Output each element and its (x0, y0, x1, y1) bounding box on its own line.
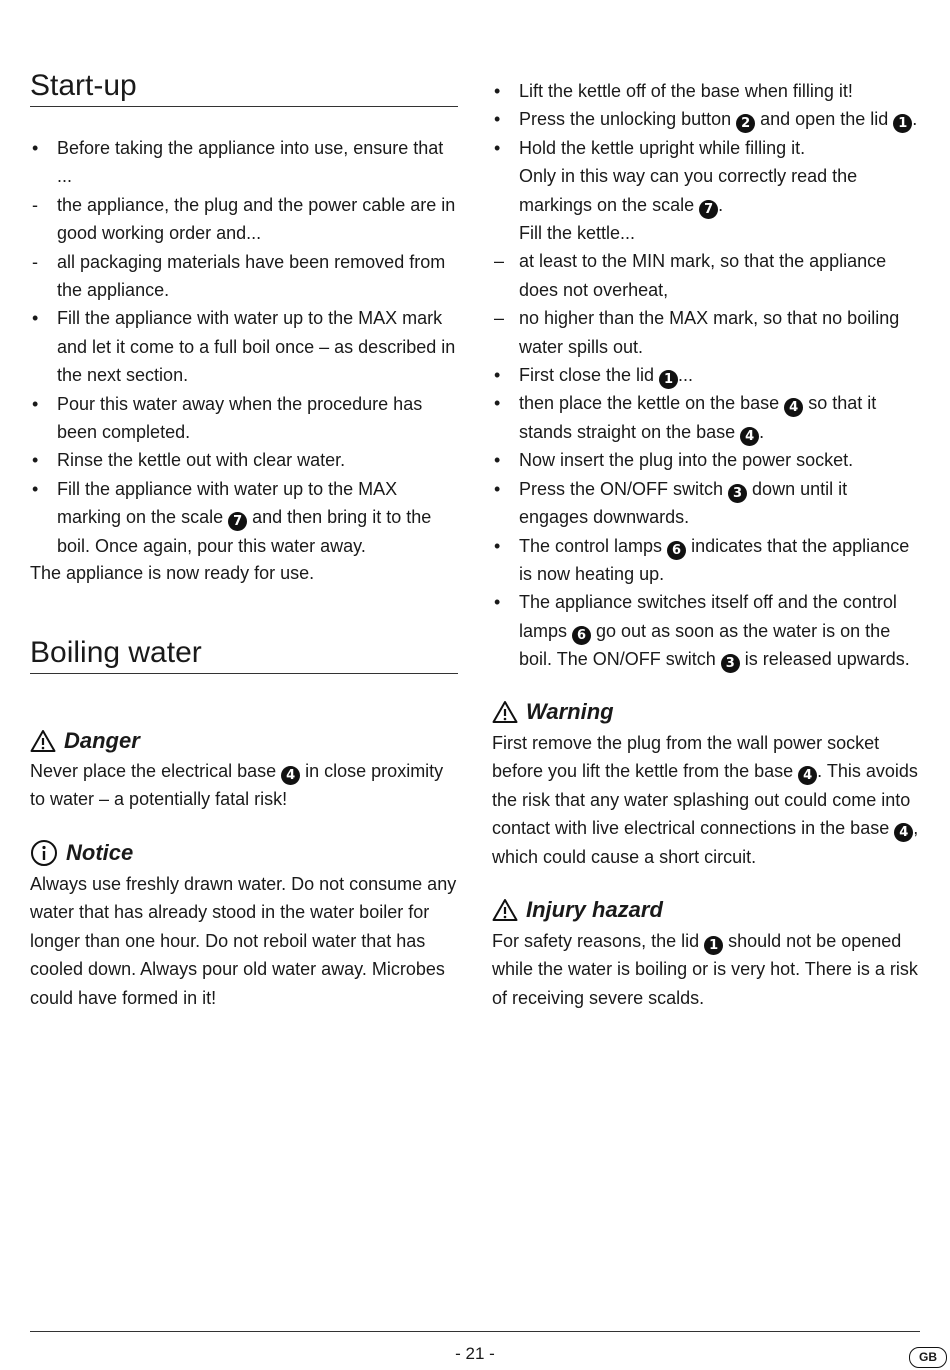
list-item: • then place the kettle on the base 4 so that it stands straight on the base 4 . (492, 389, 920, 446)
list-marker: • (32, 138, 39, 158)
warning-title-text: Warning (526, 699, 614, 724)
list-item: • Press the unlocking button 2 and open the lid 1 . (492, 105, 920, 133)
warning-triangle-icon (30, 729, 56, 753)
list-marker: • (32, 478, 39, 499)
part-number-badge: 4 (894, 823, 913, 842)
part-number-badge: 1 (704, 936, 723, 955)
list-item: – no higher than the MAX mark, so that no boiling water spills out. (492, 304, 920, 361)
list-marker: • (494, 137, 501, 158)
part-number-badge: 4 (281, 766, 300, 785)
info-icon (30, 839, 58, 867)
list-marker: • (32, 450, 39, 471)
part-number-badge: 3 (721, 654, 740, 673)
part-number-badge: 1 (893, 114, 912, 133)
notice-text: Always use freshly drawn water. Do not consume any water that has already stood in the water boiler for longer than one hour. Do not reboil water that has cooled down. Always pour old water away. Microbes could have formed in it! (30, 874, 457, 1008)
startup-list (30, 134, 460, 560)
list-marker: – (494, 308, 505, 329)
list-item: • Before taking the appliance into use, ensure that ... (30, 134, 460, 191)
list-item: • Now insert the plug into the power socket. (492, 446, 920, 474)
list-item: • First close the lid 1 ... (492, 361, 920, 389)
list-marker: • (494, 365, 501, 386)
list-item: • Hold the kettle upright while filling it. (492, 134, 920, 162)
list-marker: • (494, 393, 501, 414)
list-item: • Lift the kettle off of the base when filling it! (492, 77, 920, 105)
list-item: - the appliance, the plug and the power cable are in good working order and... (30, 191, 460, 248)
startup-heading: Start-up (30, 68, 458, 107)
part-number-badge: 6 (572, 626, 591, 645)
boiling-heading: Boiling water (30, 635, 458, 674)
list-marker: - (32, 194, 38, 215)
danger-text: Never place the electrical base 4 in close proximity to water – a potentially fatal risk! (30, 761, 444, 810)
list-item: • The control lamps 6 indicates that the appliance is now heating up. (492, 532, 920, 589)
warning-triangle-icon (492, 898, 518, 922)
list-marker: • (494, 109, 501, 130)
list-item: • Fill the appliance with water up to the MAX marking on the scale 7 and then bring it to the boil. Once again, pour this water away. (30, 475, 460, 560)
notice-title-text: Notice (66, 840, 134, 865)
language-badge: GB (909, 1347, 947, 1368)
part-number-badge: 6 (667, 541, 686, 560)
steps-list (492, 77, 920, 674)
list-item: Fill the kettle... (519, 223, 636, 244)
list-marker: • (494, 450, 501, 471)
part-number-badge: 4 (740, 427, 759, 446)
list-item: • The appliance switches itself off and the control lamps 6 go out as soon as the water is on the boil. The ON/OFF switch 3 is released upwards. (492, 588, 920, 673)
part-number-badge: 3 (728, 484, 747, 503)
part-number-badge: 1 (659, 370, 678, 389)
list-item: • Press the ON/OFF switch 3 down until it engages downwards. (492, 475, 920, 532)
list-marker: • (32, 393, 39, 414)
list-marker: • (494, 592, 501, 613)
list-item: • Rinse the kettle out with clear water. (30, 446, 460, 474)
warning-title (492, 697, 614, 727)
part-number-badge: 4 (798, 766, 817, 785)
list-marker: • (494, 81, 501, 101)
danger-title-text: Danger (64, 728, 140, 753)
list-item: – at least to the MIN mark, so that the appliance does not overheat, (492, 247, 920, 304)
list-marker: • (32, 308, 39, 329)
list-item: • Fill the appliance with water up to the MAX mark and let it come to a full boil once – as described in the next section. (30, 304, 460, 389)
warning-triangle-icon (492, 700, 518, 724)
list-marker: – (494, 251, 505, 272)
part-number-badge: 4 (784, 398, 803, 417)
ready-text: The appliance is now ready for use. (30, 563, 315, 583)
part-number-badge: 7 (699, 200, 718, 219)
part-number-badge: 7 (228, 512, 247, 531)
injury-text: For safety reasons, the lid 1 should not be opened while the water is boiling or is very hot. There is a risk of receiving severe scalds. (492, 931, 918, 1008)
list-marker: • (494, 478, 501, 499)
warning-text: First remove the plug from the wall power socket before you lift the kettle from the base 4 . This avoids the risk that any water splashing out could come into contact with live electrical connections in the base 4 , which could cause a short circuit. (492, 733, 919, 867)
list-item: - all packaging materials have been removed from the appliance. (30, 248, 460, 305)
injury-title-text: Injury hazard (526, 897, 663, 922)
injury-title (492, 895, 663, 925)
footer-rule (30, 1331, 920, 1332)
part-number-badge: 2 (736, 114, 755, 133)
list-marker: • (494, 535, 501, 556)
list-item: Only in this way can you correctly read the markings on the scale 7 . (519, 166, 858, 217)
notice-title (30, 838, 133, 868)
danger-title (30, 726, 140, 756)
page-number: - 21 - (455, 1344, 495, 1363)
list-marker: - (32, 251, 38, 272)
list-item: • Pour this water away when the procedure has been completed. (30, 390, 460, 447)
